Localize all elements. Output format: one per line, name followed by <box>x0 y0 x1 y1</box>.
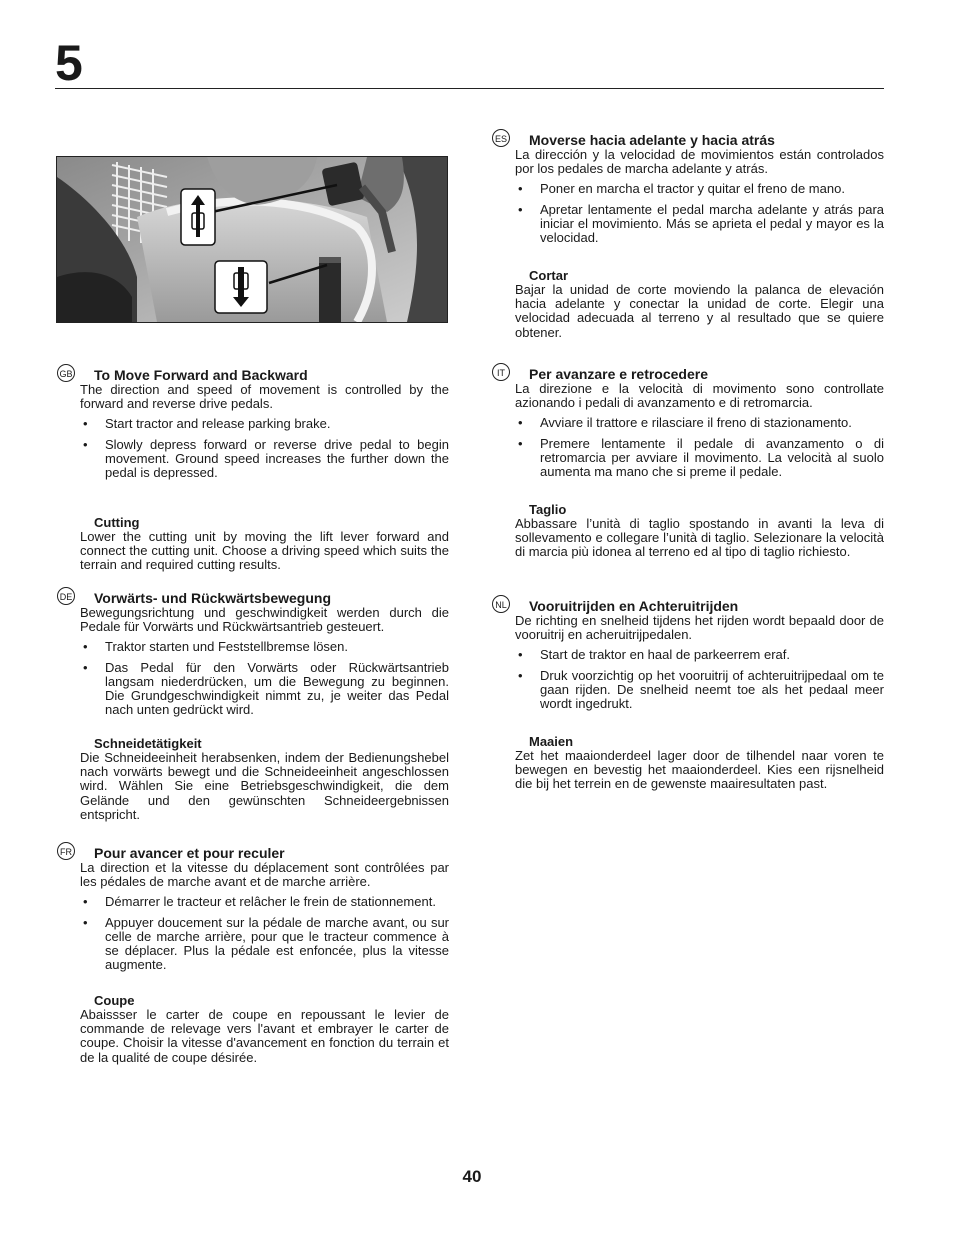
bullet-item: • Start de traktor en haal de parkeerrem eraf. <box>515 648 884 662</box>
subsection-title: Cortar <box>529 268 569 283</box>
subsection-text: Abbassare l’unità di taglio spostando in avanti la leva di sollevamento e collegare l’unità di taglio. Selezionare la velocità di marcia più idonea al terreno ed al tipo di taglio richiesto. <box>515 516 884 560</box>
section-intro: De richting en snelheid tijdens het rijden wordt bepaald door de vooruitrij en acheruitrijpedalen. <box>515 613 884 643</box>
section-de <box>56 586 449 736</box>
section-intro: La direction et la vitesse du déplacement sont contrôlées par les pédales de marche avant et de marche arrière. <box>80 860 449 890</box>
section-intro: The direction and speed of movement is controlled by the forward and reverse drive pedals. <box>80 382 449 412</box>
bullet-list <box>56 640 449 717</box>
bullet-item: • Avviare il trattore e rilasciare il freno di stazionamento. <box>515 416 884 430</box>
section-intro: Bewegungsrichtung und geschwindigkeit werden durch die Pedale für Vorwärts und Rückwärtsantrieb gesteuert. <box>80 605 449 635</box>
left-column <box>56 363 449 1065</box>
section-intro: La direzione e la velocità di movimento sono controllate azionando i pedali di avanzamento e di retromarcia. <box>515 381 884 411</box>
bullet-list <box>56 895 449 972</box>
section-it <box>491 362 884 502</box>
chapter-number: 5 <box>55 35 83 91</box>
subsection-text: Bajar la unidad de corte moviendo la palanca de elevación hacia adelante y conectar la unidad de corte. Elegir una velocidad adecuada al terreno y al resultado que se quiere obtener. <box>515 282 884 340</box>
section-title: To Move Forward and Backward <box>94 367 308 383</box>
language-badge-gb: GB <box>57 364 75 382</box>
section-title: Pour avancer et pour reculer <box>94 845 285 861</box>
bullet-item: • Poner en marcha el tractor y quitar el freno de mano. <box>515 182 884 196</box>
subsection-title: Maaien <box>529 734 574 749</box>
bullet-list <box>491 182 884 245</box>
subsection-text: Zet het maaionderdeel lager door de tilhendel naar voren te bewegen en bevestig het maaionderdeel. Kies een rijsnelheid die bij het terrein en de gewenste maairesultaten past. <box>515 748 884 792</box>
section-title: Vooruitrijden en Achteruitrijden <box>529 598 739 614</box>
right-column <box>491 128 884 792</box>
language-badge-es: ES <box>492 129 510 147</box>
bullet-list <box>491 648 884 711</box>
subsection-title: Taglio <box>529 502 567 517</box>
section-title: Moverse hacia adelante y hacia atrás <box>529 132 775 148</box>
page-number: 40 <box>462 1167 482 1186</box>
bullet-item: • Das Pedal für den Vorwärts oder Rückwärtsantrieb langsam niederdrücken, um die Bewegung zu beginnen. Die Grundgeschwindigkeit nimmt zu, je weiter das Pedal nach unten gedrückt wird. <box>80 661 449 718</box>
subsection-de <box>56 736 449 841</box>
bullet-item: • Start tractor and release parking brake. <box>80 417 449 431</box>
bullet-item: • Apretar lentamente el pedal marcha adelante y atrás para iniciar el movimiento. Más se aprieta el pedal y mayor es la velocidad. <box>515 203 884 246</box>
subsection-text: Abaissser le carter de coupe en repoussant le levier de commande de relevage vers l'avant et embrayer le carter de coupe. Choisir la vitesse d'avancement en fonction du terrain et de la qualité de coupe désirée. <box>80 1007 449 1065</box>
section-fr <box>56 841 449 993</box>
subsection-title: Schneidetätigkeit <box>94 736 202 751</box>
subsection-text: Die Schneideeinheit herabsenken, indem der Bedienungshebel nach vorwärts bewegt und die Schneideeinheit angeschlossen wird. Wählen Sie eine Betriebsgeschwindigkeit, die dem Gelände und den gewünschten Schneideergebnissen entspricht. <box>80 750 449 822</box>
subsection-text: Lower the cutting unit by moving the lift lever forward and connect the cutting unit. Choose a driving speed which suits the terrain and required cutting results. <box>80 529 449 573</box>
bullet-item: • Démarrer le tracteur et relâcher le frein de stationnement. <box>80 895 449 909</box>
bullet-item: • Traktor starten und Feststellbremse lösen. <box>80 640 449 654</box>
subsection-title: Cutting <box>94 515 140 530</box>
bullet-item: • Druk voorzichtig op het vooruitrij of achteruitrijpedaal om te gaan rijden. De snelheid neemt toe als het pedaal meer wordt ingedrukt. <box>515 669 884 712</box>
bullet-list <box>491 416 884 479</box>
section-title: Vorwärts- und Rückwärtsbewegung <box>94 590 331 606</box>
subsection-title: Coupe <box>94 993 135 1008</box>
forward-pedal-icon <box>181 189 215 245</box>
language-badge-it: IT <box>492 363 510 381</box>
subsection-fr <box>56 993 449 1065</box>
reverse-pedal-icon <box>215 261 267 313</box>
bullet-item: • Slowly depress forward or reverse drive pedal to begin movement. Ground speed increases the further down the pedal is depressed. <box>80 438 449 481</box>
language-badge-de: DE <box>57 587 75 605</box>
bullet-list <box>56 417 449 480</box>
subsection-it <box>491 502 884 594</box>
section-title: Per avanzare e retrocedere <box>529 366 708 382</box>
bullet-item: • Appuyer doucement sur la pédale de marche avant, ou sur celle de marche arrière, pour que le tracteur commence à se déplacer. Plus la pédale est enfoncée, plus la vitesse augmente. <box>80 916 449 973</box>
pedal-illustration <box>56 156 448 323</box>
subsection-nl <box>491 734 884 792</box>
subsection-es <box>491 268 884 362</box>
section-gb <box>56 363 449 515</box>
language-badge-fr: FR <box>57 842 75 860</box>
header-rule <box>55 88 884 89</box>
subsection-gb <box>56 515 449 586</box>
language-badge-nl: NL <box>492 595 510 613</box>
section-es <box>491 128 884 268</box>
section-nl <box>491 594 884 734</box>
bullet-item: • Premere lentamente il pedale di avanzamento o di retromarcia per avviare il movimento. La velocità al suolo aumenta ma mano che si preme il pedale. <box>515 437 884 480</box>
section-intro: La dirección y la velocidad de movimientos están controlados por los pedales de marcha adelante y atrás. <box>515 147 884 177</box>
